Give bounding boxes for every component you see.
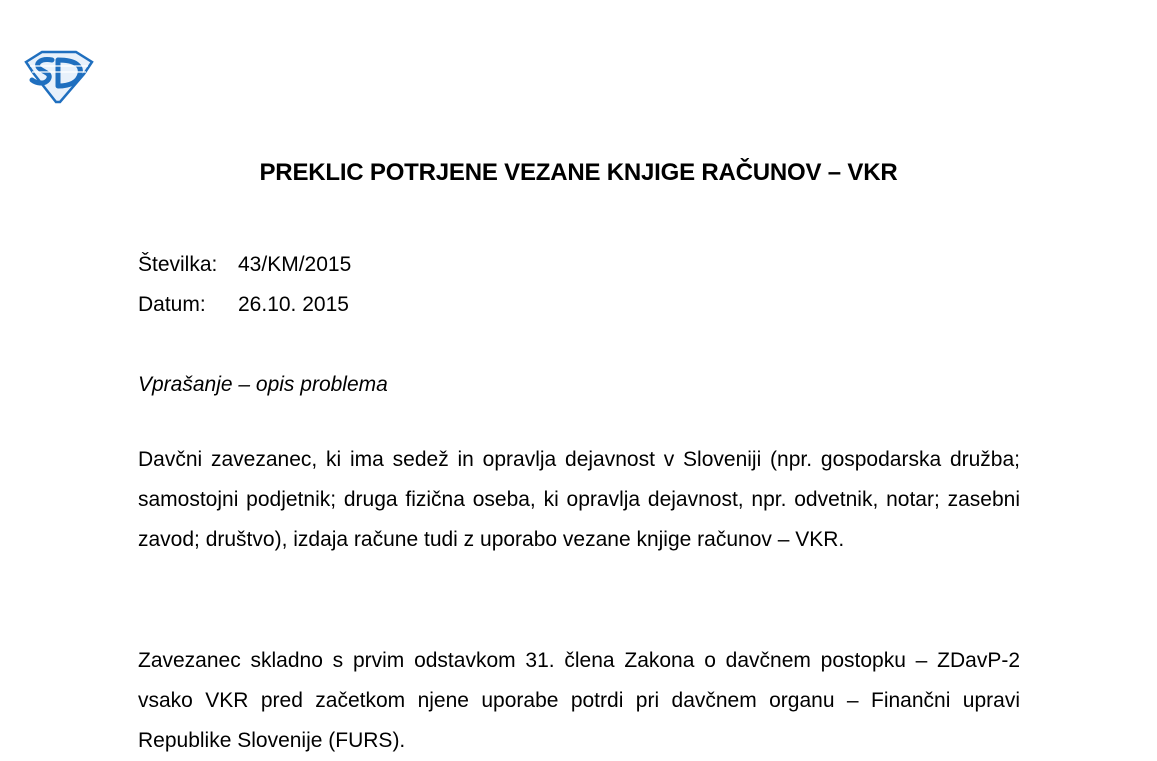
paragraph-2: Zavezanec skladno s prvim odstavkom 31. člena Zakona o davčnem postopku – ZDavP-2 vsako VKR pred začetkom njene uporabe potrdi pri davčnem organu – Finančni upravi Republike Slovenije (FURS). <box>138 649 1020 752</box>
date-label: Datum: <box>138 293 206 316</box>
paragraph-1: Davčni zavezanec, ki ima sedež in opravlja dejavnost v Sloveniji (npr. gospodarska družba; samostojni podjetnik; druga fizična oseba, ki opravlja dejavnost, npr. odvetnik, notar; zasebni zavod; društvo), izdaja račune tudi z uporabo vezane knjige računov – VKR. <box>138 448 1020 551</box>
sd-logo-icon <box>22 48 96 104</box>
number-label: Številka: <box>138 253 218 276</box>
date-value: 26.10. 2015 <box>238 293 349 316</box>
document-title: PREKLIC POTRJENE VEZANE KNJIGE RAČUNOV – VKR <box>259 159 898 186</box>
document-date <box>138 292 349 318</box>
number-value: 43/KM/2015 <box>238 253 352 276</box>
section-heading: Vprašanje – opis problema <box>138 373 388 396</box>
document-number <box>138 252 352 278</box>
